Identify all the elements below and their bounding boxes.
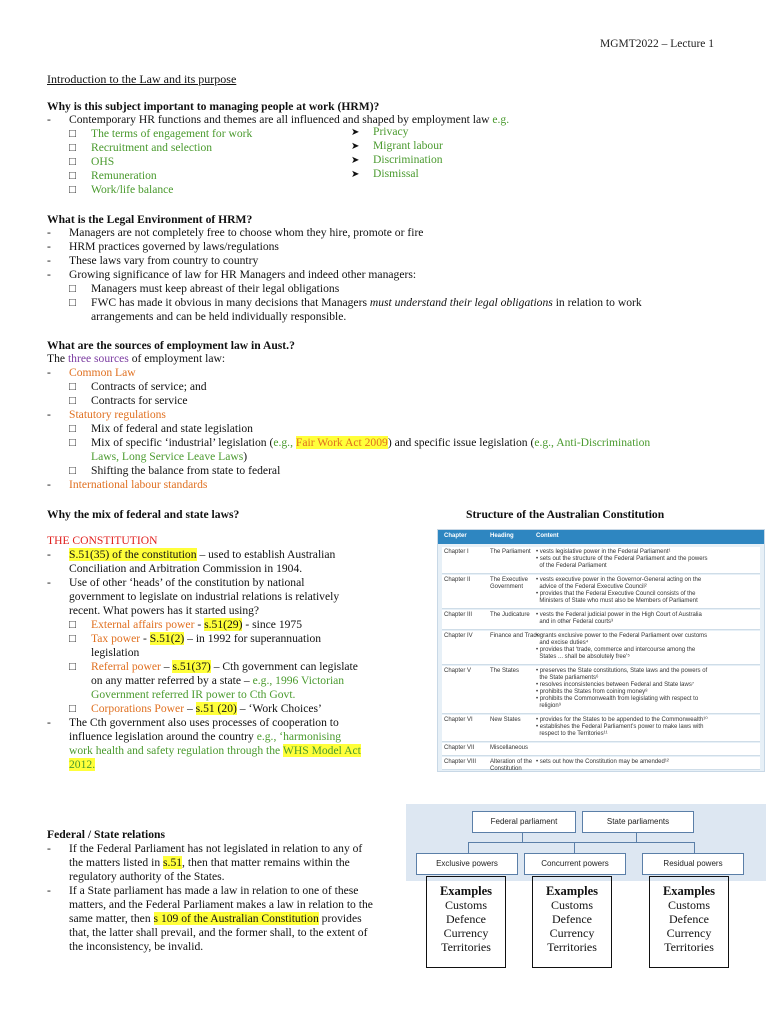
constitution-p3-cont2: work health and safety regulation through the WHS Model Act — [69, 744, 361, 757]
fed-b4: that, the latter shall prevail, and the former shall, to the extent of — [69, 926, 368, 939]
power-tax: □ Tax power - S.51(2) – in 1992 for superannuation — [69, 632, 322, 645]
fed-a2: the matters listed in s.51, then that matter remains within the — [69, 856, 350, 869]
legal-env-item: - These laws vary from country to country — [47, 254, 259, 267]
table-content-line: States ... shall be absolutely free’⁵ — [536, 654, 630, 660]
example-item: Currency — [549, 926, 595, 940]
state-parliaments-box: State parliaments — [582, 811, 694, 833]
table-row — [442, 575, 760, 609]
table-cell-content — [536, 759, 756, 766]
table-cell-heading: Alteration of the Constitution — [490, 759, 533, 772]
powers-diagram — [406, 804, 766, 881]
source-statutory: - Statutory regulations — [47, 408, 166, 421]
table-content-line: • resolves inconsistencies between Federal and State laws⁷ — [536, 682, 695, 688]
source-international: - International labour standards — [47, 478, 208, 491]
example-item: Territories — [441, 940, 491, 954]
constitution-p1-cont: Conciliation and Arbitration Commission in 1904. — [69, 562, 303, 575]
table-content-line: • provides for the States to be appended to the Commonwealth¹⁰ — [536, 717, 708, 723]
example-item: Customs — [550, 898, 593, 912]
table-content-line: • vests executive power in the Governor-General acting on the — [536, 577, 702, 583]
fed-b5: the inconsistency, be invalid. — [69, 940, 204, 953]
table-cell-heading: The States — [490, 668, 520, 674]
table-header-chapter: Chapter — [444, 533, 467, 539]
constitution-p1: - S.51(35) of the constitution – used to establish Australian — [47, 548, 336, 561]
example-item: Defence — [669, 912, 709, 926]
table-cell-chapter: Chapter V — [444, 668, 472, 674]
hrm-item: □ The terms of engagement for work — [69, 127, 253, 140]
table-cell-heading: The Executive Government — [490, 577, 529, 590]
fed-a1: - If the Federal Parliament has not legislated in relation to any of — [47, 842, 363, 855]
constitution-table — [437, 529, 765, 772]
power-referral-cont2: Government referred IR power to Cth Govt. — [91, 688, 296, 701]
table-cell-content — [536, 577, 756, 605]
power-referral-cont: on any matter referred by a state – e.g., 1996 Victorian — [91, 674, 345, 687]
table-cell-heading: Finance and Trade — [490, 633, 541, 639]
table-content-line: • preserves the State constitutions, State laws and the powers of — [536, 668, 708, 674]
table-row — [442, 547, 760, 574]
table-content-line: and in other Federal courts³ — [536, 619, 614, 625]
table-cell-content — [536, 668, 756, 710]
connector — [636, 832, 637, 842]
connector — [468, 842, 469, 853]
table-content-line: • sets out the structure of the Federal Parliament and the powers — [536, 556, 708, 562]
cl-item-2: □ Contracts for service — [69, 394, 188, 407]
table-cell-heading: The Parliament — [490, 549, 531, 555]
connector — [574, 842, 575, 853]
cl-item-1: □ Contracts of service; and — [69, 380, 207, 393]
table-content-line: and excise duties⁴ — [536, 640, 589, 646]
table-header-heading: Heading — [490, 533, 514, 539]
table-content-line: • prohibits the States from coining money⁸ — [536, 689, 648, 695]
section-heading-hrm: Why is this subject important to managing people at work (HRM)? — [47, 100, 380, 113]
table-row — [442, 757, 760, 770]
table-cell-heading: Miscellaneous — [490, 745, 529, 751]
table-row — [442, 666, 760, 714]
connector — [522, 832, 523, 842]
power-corporations: □ Corporations Power – s.51 (20) – ‘Work Choices’ — [69, 702, 322, 715]
examples-box-residual — [649, 876, 729, 968]
fed-a3: regulatory authority of the States. — [69, 870, 225, 883]
hrm-item: ➤ Migrant labour — [351, 139, 443, 152]
examples-box-concurrent — [532, 876, 612, 968]
examples-title: Examples — [545, 884, 599, 898]
hrm-item: □ OHS — [69, 155, 115, 168]
examples-box-exclusive — [426, 876, 506, 968]
table-cell-heading: New States — [490, 717, 521, 723]
st-item-1: □ Mix of federal and state legislation — [69, 422, 253, 435]
hrm-item: ➤ Dismissal — [351, 167, 419, 180]
table-cell-content — [536, 549, 756, 570]
source-common-law: - Common Law — [47, 366, 136, 379]
examples-title: Examples — [439, 884, 493, 898]
hrm-item: □ Work/life balance — [69, 183, 174, 196]
table-header — [438, 530, 764, 544]
table-content-line: • vests legislative power in the Federal Parliament¹ — [536, 549, 671, 555]
constitution-p2-1: - Use of other ‘heads’ of the constitution by national — [47, 576, 305, 589]
page-header: MGMT2022 – Lecture 1 — [600, 38, 715, 50]
hrm-item: ➤ Discrimination — [351, 153, 443, 166]
legal-env-item: - HRM practices governed by laws/regulations — [47, 240, 279, 253]
hrm-line: - Contemporary HR functions and themes are all influenced and shaped by employment law e.g. — [47, 113, 510, 126]
legal-env-sub1: □ Managers must keep abreast of their legal obligations — [69, 282, 340, 295]
table-cell-content — [536, 633, 756, 661]
example-item: Defence — [446, 912, 486, 926]
st-item-2: □ Mix of specific ‘industrial’ legislation (e.g., Fair Work Act 2009) and specific issue legislation (e.g., Anti-Discrimination — [69, 436, 651, 449]
legal-env-sub2-cont: arrangements and can be held individually responsible. — [91, 310, 347, 323]
table-content-line: respect to the Territories¹¹ — [536, 731, 608, 737]
section-heading-mix: Why the mix of federal and state laws? — [47, 508, 240, 521]
constitution-p3-cont: influence legislation around the country e.g., ‘harmonising — [69, 730, 342, 743]
table-cell-chapter: Chapter I — [444, 549, 469, 555]
table-title: Structure of the Australian Constitution — [466, 508, 665, 521]
power-tax-cont: legislation — [91, 646, 140, 659]
table-cell-heading: The Judicature — [490, 612, 530, 618]
table-cell-chapter: Chapter VIII — [444, 759, 477, 765]
example-item: Customs — [667, 898, 710, 912]
table-header-content: Content — [536, 533, 559, 539]
table-row — [442, 743, 760, 756]
fed-b3: same matter, then s 109 of the Australian Constitution provides — [69, 912, 362, 925]
constitution-p2-3: recent. What powers has it started using? — [69, 604, 260, 617]
st-item-3: □ Shifting the balance from state to federal — [69, 464, 281, 477]
table-cell-chapter: Chapter III — [444, 612, 473, 618]
table-content-line: the State parliaments⁶ — [536, 675, 599, 681]
example-item: Territories — [547, 940, 597, 954]
connector — [694, 842, 695, 853]
table-row — [442, 610, 760, 630]
sources-intro: The three sources of employment law: — [47, 352, 226, 365]
table-cell-content — [536, 612, 756, 626]
intro-title: Introduction to the Law and its purpose — [47, 72, 237, 86]
section-heading-legal-env: What is the Legal Environment of HRM? — [47, 213, 253, 226]
table-content-line: • grants exclusive power to the Federal Parliament over customs — [536, 633, 708, 639]
table-content-line: Ministers of State who must also be Members of Parliament — [536, 598, 698, 604]
constitution-heading: THE CONSTITUTION — [47, 534, 158, 547]
power-external: □ External affairs power - s.51(29) - since 1975 — [69, 618, 303, 631]
table-content-line: • provides that ‘trade, commerce and intercourse among the — [536, 647, 696, 653]
concurrent-powers-box: Concurrent powers — [524, 853, 626, 875]
fed-b1: - If a State parliament has made a law in relation to one of these — [47, 884, 359, 897]
table-content-line: • establishes the Federal Parliament’s power to make laws with — [536, 724, 704, 730]
connector — [468, 842, 694, 843]
fed-b2: matters, and the Federal Parliament makes a law in relation to the — [69, 898, 373, 911]
hrm-item: □ Recruitment and selection — [69, 141, 213, 154]
example-item: Currency — [443, 926, 489, 940]
table-content-line: • prohibits the Commonwealth from legislating with respect to — [536, 696, 699, 702]
residual-powers-box: Residual powers — [642, 853, 744, 875]
example-item: Customs — [444, 898, 487, 912]
table-cell-content — [536, 717, 756, 738]
section-heading-sources: What are the sources of employment law in Aust.? — [47, 339, 295, 352]
hrm-item: ➤ Privacy — [351, 125, 409, 138]
example-item: Territories — [664, 940, 714, 954]
legal-env-item: - Growing significance of law for HR Managers and indeed other managers: — [47, 268, 417, 281]
constitution-p3: - The Cth government also uses processes of cooperation to — [47, 716, 339, 729]
hrm-item: □ Remuneration — [69, 169, 157, 182]
example-item: Currency — [666, 926, 712, 940]
power-referral: □ Referral power – s.51(37) – Cth government can legislate — [69, 660, 358, 673]
table-content-line: of the Federal Parliament — [536, 563, 607, 569]
st-item-2-cont: Laws, Long Service Leave Laws) — [91, 450, 248, 463]
examples-title: Examples — [662, 884, 716, 898]
legal-env-item: - Managers are not completely free to choose whom they hire, promote or fire — [47, 226, 424, 239]
table-cell-chapter: Chapter IV — [444, 633, 473, 639]
example-item: Defence — [552, 912, 592, 926]
table-content-line: religion⁹ — [536, 703, 562, 709]
table-content-line: • provides that the Federal Executive Council consists of the — [536, 591, 696, 597]
table-row — [442, 631, 760, 665]
constitution-p3-cont3: 2012. — [69, 758, 96, 771]
federal-parliament-box: Federal parliament — [472, 811, 576, 833]
table-content-line: advice of the Federal Executive Council² — [536, 584, 647, 590]
table-row — [442, 715, 760, 742]
table-cell-chapter: Chapter VI — [444, 717, 473, 723]
section-heading-fed-state: Federal / State relations — [47, 828, 165, 841]
table-cell-chapter: Chapter VII — [444, 745, 475, 751]
table-content-line: • sets out how the Constitution may be amended¹² — [536, 759, 669, 765]
table-cell-chapter: Chapter II — [444, 577, 471, 583]
table-content-line: • vests the Federal judicial power in the High Court of Australia — [536, 612, 702, 618]
legal-env-sub2: □ FWC has made it obvious in many decisions that Managers must understand their legal obligations in relation to work — [69, 296, 642, 309]
exclusive-powers-box: Exclusive powers — [416, 853, 518, 875]
constitution-p2-2: government to legislate on industrial relations is relatively — [69, 590, 340, 603]
